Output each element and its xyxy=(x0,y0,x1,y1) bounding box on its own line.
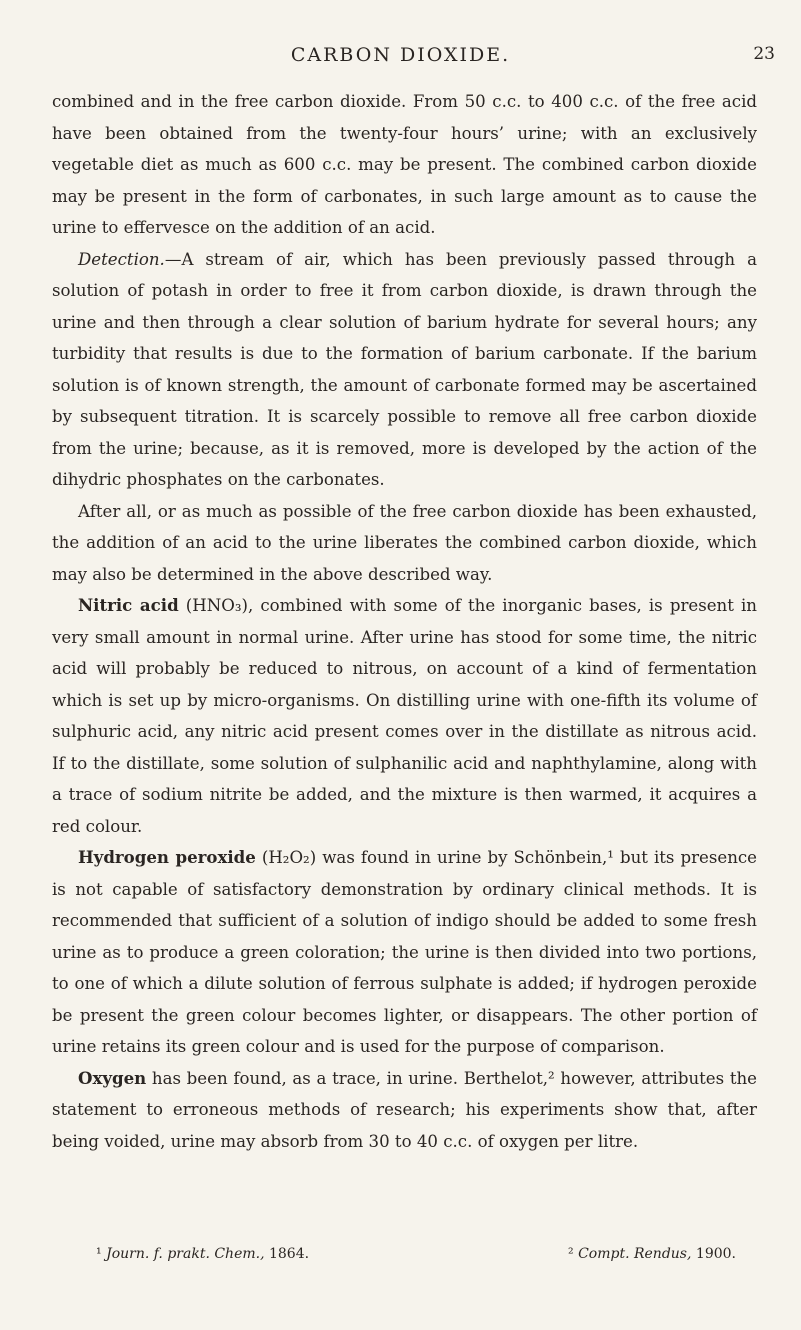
footnote-2-source: Compt. Rendus, xyxy=(578,1246,692,1262)
paragraph-detection xyxy=(52,244,757,496)
paragraph-carbonates: combined and in the free carbon dioxide. From 50 c.c. to 400 c.c. of the free acid have been obtained from the twenty-four hours’ urine; with an exclusively vegetable diet as much as 600 c.c. may be present. The combined carbon dioxide may be present in the form of carbonates, in such large amount as to cause the urine to effervesce on the addition of an acid. xyxy=(52,92,757,237)
paragraph-oxygen xyxy=(52,1063,757,1158)
page-number: 23 xyxy=(753,44,775,64)
footnote-2-year: 1900. xyxy=(695,1246,736,1262)
detection-heading: Detection. xyxy=(78,249,165,269)
oxygen-text: has been found, as a trace, in urine. Berthelot,² however, attributes the statement to erroneous methods of research; his experiments show that, after being voided, urine may absorb from 30 to 40 c.c. of oxygen per litre. xyxy=(52,1068,757,1151)
nitric-acid-text: (HNO₃), combined with some of the inorganic bases, is present in very small amount in normal urine. After urine has stood for some time, the nitric acid will probably be reduced to nitrous, on account of a kind of fermentation which is set up by micro-organisms. On distilling urine with one-fifth its volume of sulphuric acid, any nitric acid present comes over in the distillate as nitrous acid. If to the distillate, some solution of sulphanilic acid and naphthylamine, along with a trace of sodium nitrite be added, and the mixture is then warmed, it acquires a red colour. xyxy=(52,596,757,836)
footnote-2-mark: ² xyxy=(568,1246,574,1262)
detection-text: —A stream of air, which has been previously passed through a solution of potash in order to free it from carbon dioxide, is drawn through the urine and then through a clear solution of barium hydrate for several hours; any turbidity that results is due to the formation of barium carbonate. If the barium solution is of known strength, the amount of carbonate formed may be ascertained by subsequent titration. It is scarcely possible to remove all free carbon dioxide from the urine; because, as it is removed, more is developed by the action of the dihydric phosphates on the carbonates. xyxy=(52,249,757,489)
footnote-1-mark: ¹ xyxy=(96,1246,102,1262)
footnote-1-year: 1864. xyxy=(268,1246,310,1262)
paragraph-hydrogen-peroxide xyxy=(52,842,757,1063)
nitric-acid-heading: Nitric acid xyxy=(78,595,179,615)
footnote-1-source: Journ. f. prakt. Chem., xyxy=(106,1246,265,1262)
hydrogen-peroxide-text: (H₂O₂) was found in urine by Schönbein,¹ but its presence is not capable of satisfactory demonstration by ordinary clinical methods. It is recommended that sufficient of a solution of indigo should be added to some fresh urine as to produce a green coloration; the urine is then divided into two portions, to one of which a dilute solution of ferrous sulphate is added; if hydrogen peroxide be present the green colour becomes lighter, or disappears. The other portion of urine retains its green colour and is used for the purpose of comparison. xyxy=(52,848,757,1056)
hydrogen-peroxide-heading: Hydrogen peroxide xyxy=(78,847,256,867)
footnotes xyxy=(96,1246,736,1262)
paragraph-nitric-acid xyxy=(52,590,757,842)
running-head: CARBON DIOXIDE. xyxy=(290,44,511,66)
footnote-1 xyxy=(96,1246,309,1262)
body-text xyxy=(52,86,757,1157)
oxygen-heading: Oxygen xyxy=(78,1067,147,1088)
paragraph-combined-co2: After all, or as much as possible of the free carbon dioxide has been exhausted, the addition of an acid to the urine liberates the combined carbon dioxide, which may also be determined in the above described way. xyxy=(52,501,757,584)
footnote-2 xyxy=(568,1246,736,1262)
